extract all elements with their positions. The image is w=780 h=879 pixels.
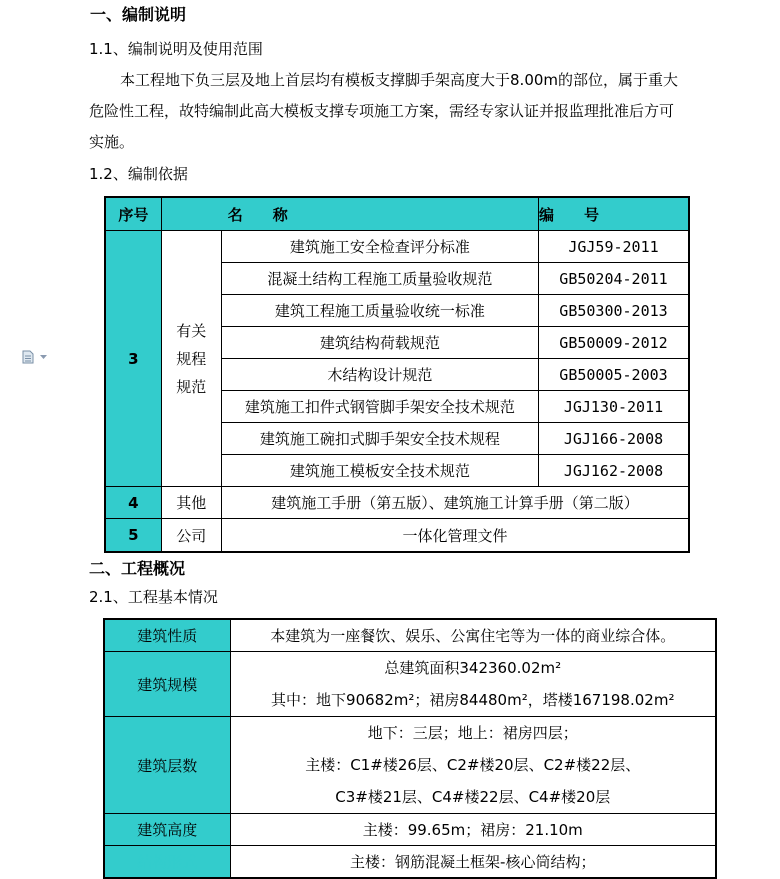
seq-cell: 5 [105,519,161,553]
category-cell [161,231,221,487]
intro-paragraph-line1: 本工程地下负三层及地上首层均有模板支撑脚手架高度大于8.00m的部位，属于重大 [120,71,679,89]
standard-code: JGJ59-2011 [538,231,689,263]
table-row [104,619,716,652]
basis-table [104,196,690,553]
overview-label: 建筑层数 [104,717,230,814]
intro-paragraph-line2: 危险性工程，故特编制此高大模板支撑专项施工方案，需经专家认证并报监理批准后方可 [89,102,675,120]
standard-name: 建筑施工安全检查评分标准 [221,231,538,263]
chevron-down-icon[interactable] [40,355,47,360]
floors-line3: C3#楼21层、C4#楼22层、C4#楼20层 [335,788,611,806]
scale-line2: 其中：地下90682m²；裙房84480m²，塔楼167198.02m² [271,691,675,709]
table-row [104,652,716,717]
category-line: 规程 [176,349,207,368]
category-cell: 公司 [161,519,221,553]
section1-2-title: 1.2、编制依据 [89,165,188,183]
overview-value [230,652,716,717]
overview-value [230,717,716,814]
overview-table [103,618,717,879]
category-line: 规范 [176,377,207,396]
standard-code: GB50300-2013 [538,295,689,327]
seq-cell: 3 [105,231,161,487]
document-icon[interactable] [22,350,34,364]
standard-code: JGJ162-2008 [538,455,689,487]
standard-name: 建筑施工模板安全技术规范 [221,455,538,487]
overview-label: 建筑性质 [104,619,230,652]
reference-content: 一体化管理文件 [221,519,689,553]
standard-code: GB50005-2003 [538,359,689,391]
table-row [105,487,689,519]
overview-value: 本建筑为一座餐饮、娱乐、公寓住宅等为一体的商业综合体。 [230,619,716,652]
header-code: 编 号 [538,197,689,231]
table-row [104,717,716,814]
standard-name: 木结构设计规范 [221,359,538,391]
section1-1-title: 1.1、编制说明及使用范围 [89,40,263,58]
category-cell: 其他 [161,487,221,519]
header-seq: 序号 [105,197,161,231]
standard-code: JGJ166-2008 [538,423,689,455]
table-row [104,814,716,846]
table-row [105,519,689,553]
floors-line2: 主楼：C1#楼26层、C2#楼20层、C2#楼22层、 [305,756,641,774]
table-row [105,231,689,263]
standard-name: 建筑施工扣件式钢管脚手架安全技术规范 [221,391,538,423]
section2-1-title: 2.1、工程基本情况 [89,588,218,606]
standard-name: 建筑工程施工质量验收统一标准 [221,295,538,327]
category-line: 有关 [176,321,207,340]
section1-title: 一、编制说明 [90,5,187,24]
standard-code: GB50204-2011 [538,263,689,295]
overview-label: 建筑高度 [104,814,230,846]
overview-label: 建筑规模 [104,652,230,717]
seq-cell: 4 [105,487,161,519]
overview-value: 主楼：99.65m；裙房：21.10m [230,814,716,846]
standard-name: 建筑结构荷载规范 [221,327,538,359]
intro-paragraph-line3: 实施。 [89,133,135,151]
scale-line1: 总建筑面积342360.02m² [384,659,562,677]
standard-code: GB50009-2012 [538,327,689,359]
floors-line1: 地下：三层；地上：裙房四层； [367,724,578,742]
reference-content: 建筑施工手册（第五版）、建筑施工计算手册（第二版） [221,487,689,519]
header-name: 名 称 [161,197,538,231]
section2-title: 二、工程概况 [89,559,186,578]
standard-name: 混凝土结构工程施工质量验收规范 [221,263,538,295]
overview-label: 结构形式 [104,846,230,879]
overview-value: 主楼：钢筋混凝土框架-核心筒结构； [230,846,716,879]
standard-code: JGJ130-2011 [538,391,689,423]
standard-name: 建筑施工碗扣式脚手架安全技术规程 [221,423,538,455]
